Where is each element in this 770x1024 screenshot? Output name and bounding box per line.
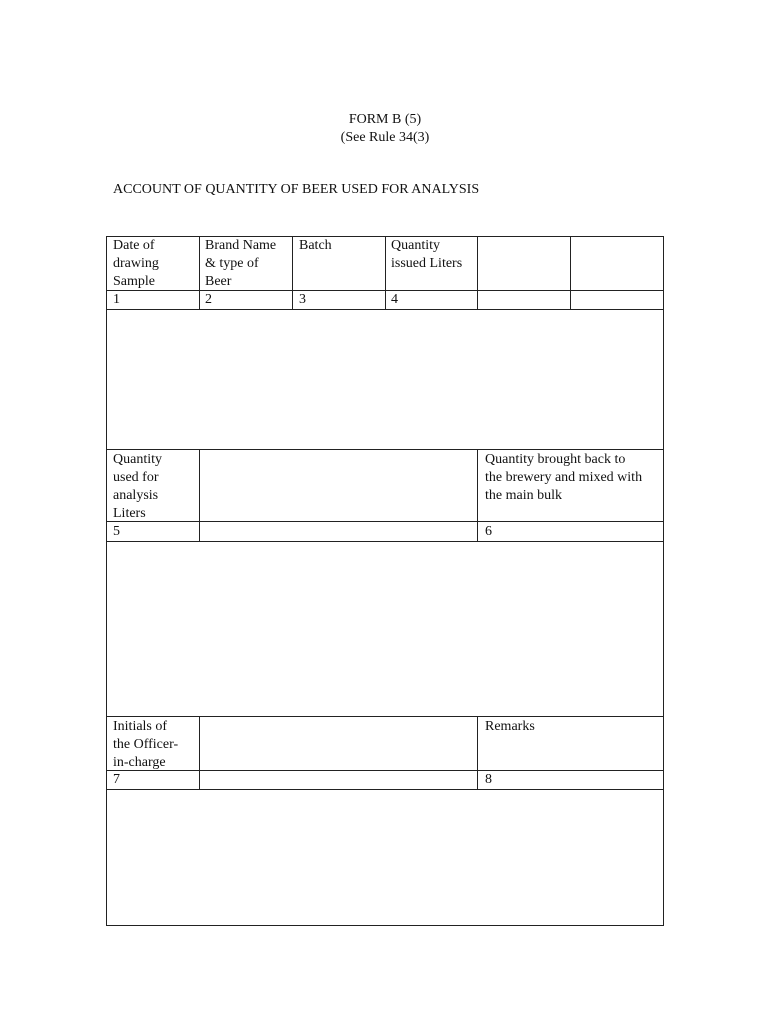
col-batch-header	[299, 237, 332, 255]
col-quantity-issued-header	[391, 237, 462, 273]
table-right-border	[663, 236, 664, 926]
row-divider	[106, 789, 664, 790]
col-quantity-brought-back-header	[485, 451, 642, 505]
header-line: used for	[113, 470, 159, 485]
header-line: analysis	[113, 488, 159, 503]
col-number: 7	[113, 772, 120, 787]
header-line: Date of	[113, 238, 155, 253]
header-line: Quantity	[113, 452, 162, 467]
col-number: 6	[485, 524, 492, 539]
header-line: Liters	[113, 506, 146, 521]
row-divider	[106, 521, 664, 522]
col-number: 4	[391, 292, 398, 307]
header-line: issued Liters	[391, 256, 463, 271]
form-heading: ACCOUNT OF QUANTITY OF BEER USED FOR ANALYSIS	[113, 182, 480, 197]
header-line: Remarks	[485, 719, 535, 734]
header-line: the brewery and mixed with	[485, 470, 643, 485]
row-divider	[106, 541, 664, 542]
row-divider	[106, 449, 664, 450]
row-divider	[106, 716, 664, 717]
col-number: 3	[299, 292, 306, 307]
col-number: 5	[113, 524, 120, 539]
header-line: drawing	[113, 256, 159, 271]
column-divider	[477, 236, 478, 309]
header-line: & type of	[205, 256, 259, 271]
col-initials-officer-header	[113, 718, 178, 772]
form-subtitle: (See Rule 34(3)	[340, 130, 430, 145]
col-date-of-drawing-sample-header	[113, 237, 159, 291]
col-number: 8	[485, 772, 492, 787]
header-line: Sample	[113, 274, 155, 289]
header-line: Beer	[205, 274, 232, 289]
column-divider	[570, 236, 571, 309]
row-divider	[106, 309, 664, 310]
column-divider	[385, 236, 386, 309]
column-divider	[199, 716, 200, 790]
header-line: Brand Name	[205, 238, 277, 253]
header-line: Quantity brought back to	[485, 452, 626, 467]
col-number: 1	[113, 292, 120, 307]
header-line: Quantity	[391, 238, 440, 253]
col-quantity-used-header	[113, 451, 162, 523]
column-divider	[477, 449, 478, 542]
column-divider	[477, 716, 478, 790]
header-line: the main bulk	[485, 488, 562, 503]
table-left-border	[106, 236, 107, 926]
col-remarks-header	[485, 718, 535, 736]
header-line: Initials of	[113, 719, 168, 734]
column-divider	[199, 449, 200, 542]
header-line: in-charge	[113, 755, 166, 770]
col-number: 2	[205, 292, 212, 307]
column-divider	[199, 236, 200, 309]
table-bottom-border	[106, 925, 664, 926]
row-divider	[106, 770, 664, 771]
header-line: the Officer-	[113, 737, 179, 752]
column-divider	[292, 236, 293, 309]
header-line: Batch	[299, 238, 332, 253]
col-brand-name-header	[205, 237, 276, 291]
form-title: FORM B (5)	[348, 112, 422, 127]
